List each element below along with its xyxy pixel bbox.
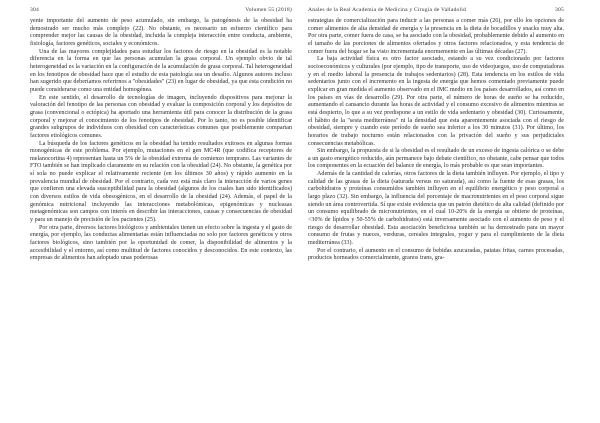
paragraph: yente importante del aumento de peso acumulado, sin embargo, la patogénesis de la obesidad ha demostrado ser mucho más complejo (22). No obstante, es necesario un esfuerzo científico para comprender mejor las causas de la obesidad, incluida la compleja interacción entre conducta, ambiente, fisiología, factores genéticos, sociales y económicos. [30,18,292,47]
page-number: 304 [30,7,39,13]
right-page [300,0,600,423]
paragraph: estrategias de comercialización para inducir a las personas a comer más (26), por ello los opciones de comer alimentos de alta densidad de energía y la presencia en la dieta de bocadillos y snacks muy alta. Por otra parte, comer fuera de casa, se ha asociado con la obesidad, probablemente debido al aumento en el tamaño de las porciones de alimentos ofertados y otros factores relacionados, y esta tendencia de comer fuera del hogar se ha visto incrementada enormemente en las últimas décadas (27). [308,18,564,55]
page-number: 305 [555,7,564,13]
paragraph: Por el contrario, el aumento en el consumo de bebidas azucaradas, patatas fritas, carnes procesadas, productos horneados comercialmente, granos trans, gra- [308,247,564,262]
paragraph: Por otra parte, diversos factores biológicos y ambientales tienen un efecto sobre la ingesta y el gasto de energía, por ejemplo, las conductas alimentarias están influenciadas no solo por factores genéticos y otros factores biológicos, sino también por la oportunidad de comer, la disponibilidad de alimentos y la accesibilidad y el entorno, así como multitud de factores conocidos y desconocidos. En este contexto, las empresas de alimentos han adoptado unas poderosas [30,224,292,262]
left-page-header [30,7,292,17]
paragraph: La búsqueda de los factores genéticos en la obesidad ha tenido resultados exitosos en algunas formas monogénicas de este problema. Por ejemplo, mutaciones en el gen MC4R (que codifica receptores de melanocortina 4) representan hasta un 5% de la obesidad extrema de comienzo temprano. Las variantes de FTO también se han implicado claramente en su relación con la obesidad (24). No obstante, la genética por sí sola no puede explicar el relativamente reciente (en los últimos 30 años) y rápido aumento en la prevalencia mundial de obesidad. Por el contrario, cada vez está más claro la interacción de varios genes que confieren una elevada susceptibilidad para la obesidad (algunos de los cuales han sido identificados) con diversos estilos de vida obesogénicos, en el desarrollo de la obesidad (24). Además, el papel de la genómica nutricional incluyendo las interacciones metabolómicas, epigenómicas y nucleasas metagenómicas son campos con interés en describir las interacciones, causas y consecuencias de obesidad y para un manejo de precisión de los pacientes (25). [30,140,292,224]
paragraph: En este sentido, el desarrollo de tecnologías de imagen, incluyendo dispositivos para mejorar la valoración del fenotipo de las personas con obesidad y evaluar la composición corporal y los depósitos de grasa (convencional o ectópica) ha aportado una herramienta útil para conocer la distribución de la grasa corporal y mejorar el conocimiento de los fenotipos de obesidad. Por lo tanto, no es posible identificar grandes subgrupos de individuos con obesidad con características comunes que posiblemente compartan factores etiológicos comunes. [30,94,292,139]
running-head: Anales de la Real Academia de Medicina y Cirugía de Valladolid [308,7,466,13]
right-page-header [308,7,564,17]
paragraph: Una de las mayores complejidades para estudiar los factores de riesgo en la obesidad es la notable diferencia en la forma en que las personas acumulan la grasa corporal. Un ejemplo obvio de tal heterogeneidad es la variación en la configuración de la acumulación de grasa corporal. Tal heterogeneidad en los fenotipos de obesidad hace que el estudio de esta patología sea un desafío. Algunos autores incluso han sugerido que deberíamos referirnos a "obesidades" (23) en lugar de obesidad, ya que esta condición no puede considerarse como una entidad homogénea. [30,48,292,93]
paragraph: La baja actividad física es otro factor asociado, estando a su vez condicionado por factores socioeconómicos y culturales (por ejemplo, tipo de transporte, uso de videojuegos, uso de computadoras y en el medio laboral la presencia de trabajos sedentarios) (28). Esta tendencia en los estilos de vida sedentarios junto con el incremento en la ingesta de energía que hemos comentado previamente puede explicar en gran medida el aumento observado en el IMC medio en los países desarrollados, así como en los países en vías de desarrollo (29). Por otra parte, el número de horas de sueño se ha reducido, aumentando el cansancio durante las horas de actividad y el consumo excesivo de alimentos mientras se está despierto, lo que a su vez predispone a un estilo de vida sedentario y obesidad (30). Curiosamente, el hábito de la "sesta mediterránea" ni la densidad que esta aparentemente asociada con el riesgo de obesidad, siempre y cuando este período de sueño sea inferior a los 30 minutos (31). Por último, los horarios de trabajo nocturno están relacionados con la privación del sueño y sus perjudiciales consecuencias metabólicas. [308,56,564,147]
paragraph: Sin embargo, la propuesta de si la obesidad es el resultado de un exceso de ingesta calórica o se debe a un gasto energético reducido, aún permanece bajo debate científico, no obstante, cabe pensar que todos los componentes en la ecuación del balance de energía, lo más probable es que sean importantes. [308,148,564,170]
right-text-column [308,18,564,263]
left-text-column [30,18,292,263]
running-head: Volumen 55 (2018) [245,7,292,13]
paragraph: Además de la cantidad de calorías, otros factores de la dieta también influyen. Por ejemplo, el tipo y calidad de las grasas de la dieta (saturada versus no saturada), así como la fuente de esas grasas, los carbohidratos y proteínas consumidos también influyen en el equilibrio energético y peso corporal a largo plazo (32). Sin embargo, la influencia del porcentaje de macronutrientes en el peso corporal sigue siendo un área controvertida. Sí que existe evidencia que un patrón dietético de alta calidad (definido por un consumo equilibrado de micronutrientes, en el cual 10-20% de la energía se obtiene de proteínas, <30% de lípidos y 50-55% de carbohidratos) está inversamente asociado con el aumento de peso y el riesgo de desarrollar obesidad. Esta asociación beneficiosa también se ha demostrado para un mayor consumo de frutas y nueces, verduras, cereales integrales, yogur y para el cumplimiento de la dieta mediterránea (33). [308,171,565,247]
